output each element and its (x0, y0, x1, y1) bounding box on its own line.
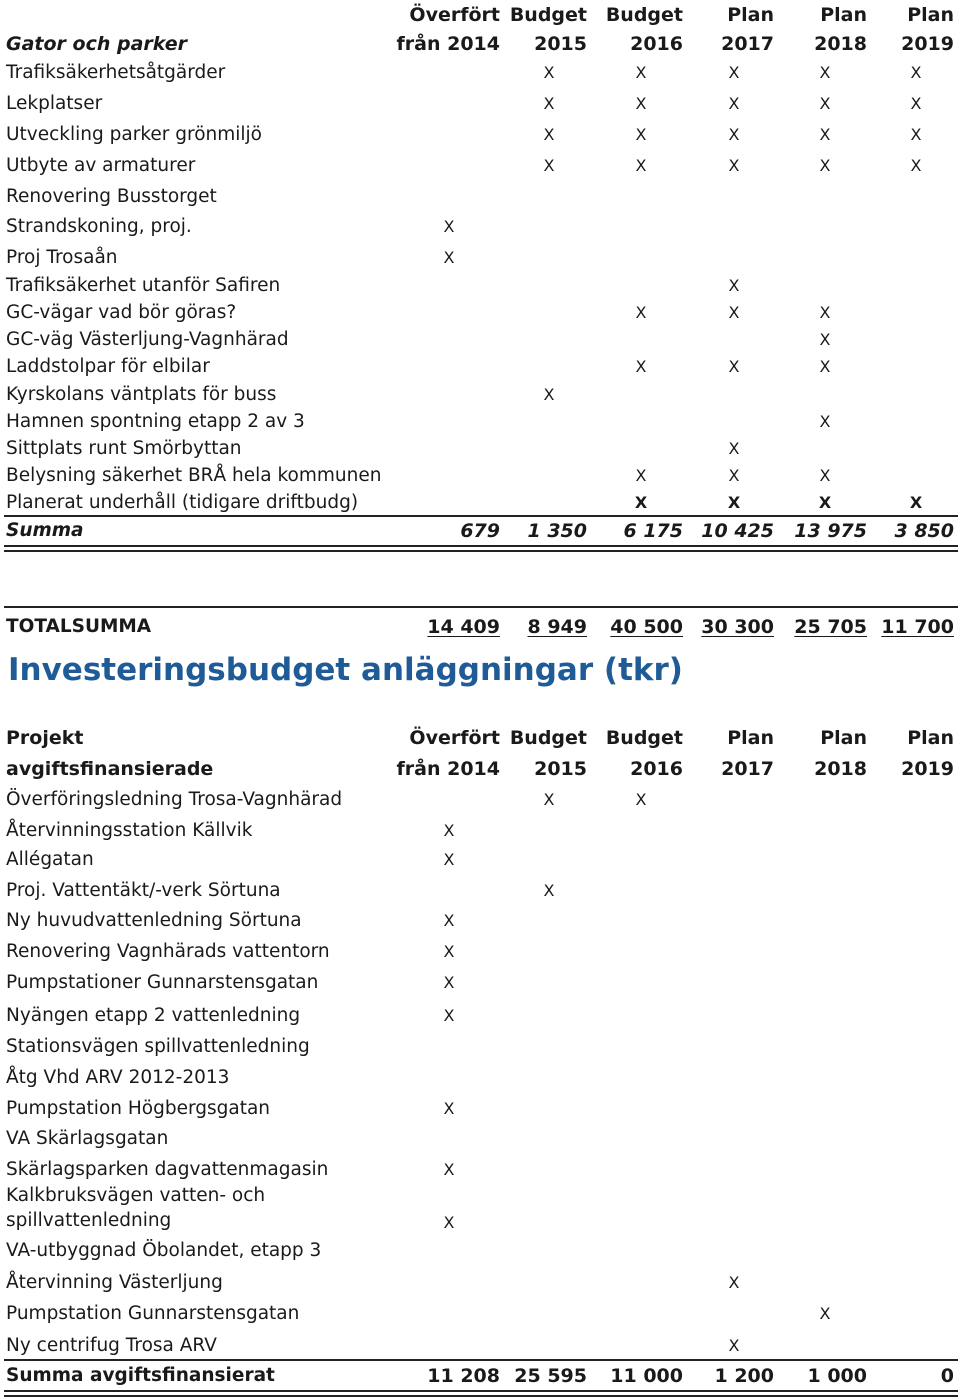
x-mark: X (543, 156, 555, 175)
x-mark: X (635, 94, 647, 113)
row-name: Belysning säkerhet BRÅ hela kommunen (6, 465, 382, 486)
col-header: 2016 (630, 33, 683, 55)
x-mark: X (728, 156, 740, 175)
table-row (0, 1063, 960, 1093)
summa-value: 11 208 (427, 1365, 500, 1387)
x-mark: X (443, 217, 455, 236)
row-name: Sittplats runt Smörbyttan (6, 438, 242, 459)
summa-value: 25 595 (514, 1365, 587, 1387)
summa-value: 0 (940, 1365, 954, 1387)
table-row (0, 271, 960, 301)
row-name: Planerat underhåll (tidigare driftbudg) (6, 492, 359, 513)
totalsumma-value: 30 300 (701, 616, 774, 638)
row-name: Pumpstation Gunnarstensgatan (6, 1303, 300, 1324)
x-mark: X (443, 821, 455, 840)
gator-header-top (0, 0, 960, 30)
col-header: 2017 (721, 758, 774, 780)
x-mark: X (635, 303, 647, 322)
x-mark: X (728, 357, 740, 376)
x-mark: X (543, 881, 555, 900)
table-row (0, 182, 960, 212)
table-row (0, 212, 960, 242)
x-mark: X (910, 125, 922, 144)
x-mark: X (728, 1273, 740, 1292)
x-mark: X (443, 1213, 455, 1232)
col-header: Plan (907, 4, 954, 26)
table-row (0, 298, 960, 328)
x-mark: X (635, 466, 647, 485)
row-name: Renovering Vagnhärads vattentorn (6, 941, 330, 962)
row-name: Trafiksäkerhetsåtgärder (6, 62, 226, 83)
summa-value: 1 350 (527, 520, 587, 542)
row-name: Återvinningsstation Källvik (6, 820, 253, 841)
row-name: Kyrskolans väntplats för buss (6, 384, 277, 405)
table-row (0, 785, 960, 815)
row-name: Överföringsledning Trosa-Vagnhärad (6, 789, 343, 810)
row-name: Proj Trosaån (6, 247, 118, 268)
gator-header-bottom (0, 29, 960, 59)
totalsumma-row (0, 612, 960, 642)
col-header: Plan (820, 4, 867, 26)
x-mark: X (635, 63, 647, 82)
table-row (0, 488, 960, 518)
table-row (0, 937, 960, 967)
x-mark: X (443, 1099, 455, 1118)
x-mark: X (818, 493, 832, 512)
row-name: Åtg Vhd ARV 2012-2013 (6, 1067, 230, 1088)
col-header: Budget (509, 4, 587, 26)
row-name: Allégatan (6, 849, 94, 870)
x-mark: X (910, 94, 922, 113)
table-row (0, 906, 960, 936)
col-header: 2019 (901, 33, 954, 55)
table-row (0, 1155, 960, 1185)
x-mark: X (910, 156, 922, 175)
totalsumma-value: 25 705 (794, 616, 867, 638)
section-heading: Gator och parker (6, 33, 188, 55)
col-header: 2016 (630, 758, 683, 780)
x-mark: X (443, 911, 455, 930)
x-mark: X (635, 156, 647, 175)
totalsumma-value: 11 700 (881, 616, 954, 638)
gator-summa-row (0, 516, 960, 546)
x-mark: X (819, 156, 831, 175)
table-row (0, 434, 960, 464)
table-row (0, 461, 960, 491)
summa-value: 3 850 (894, 520, 954, 542)
row-name: Nyängen etapp 2 vattenledning (6, 1005, 301, 1026)
summa-value: 1 200 (714, 1365, 774, 1387)
x-mark: X (635, 790, 647, 809)
table-row (0, 1236, 960, 1266)
row-name-line2: spillvattenledning (6, 1210, 172, 1231)
totalsumma-value: 40 500 (610, 616, 683, 638)
summa-value: 11 000 (610, 1365, 683, 1387)
x-mark: X (443, 942, 455, 961)
table-row (0, 845, 960, 875)
avgift-summa-row (0, 1361, 960, 1391)
summa-double-rule (4, 545, 958, 552)
col-header: från 2014 (396, 33, 500, 55)
row-name: Pumpstation Högbergsgatan (6, 1098, 271, 1119)
row-name: Renovering Busstorget (6, 186, 217, 207)
x-mark: X (543, 63, 555, 82)
totalsumma-value: 8 949 (527, 616, 587, 638)
x-mark: X (635, 125, 647, 144)
x-mark: X (819, 357, 831, 376)
row-name: GC-väg Västerljung-Vagnhärad (6, 329, 289, 350)
row-name: Trafiksäkerhet utanför Safiren (6, 275, 281, 296)
row-name: Lekplatser (6, 93, 103, 114)
x-mark: X (728, 303, 740, 322)
summa-value: 6 175 (623, 520, 683, 542)
section-heading: avgiftsfinansierade (6, 758, 214, 780)
table-row (0, 876, 960, 906)
col-header-projekt: Projekt (6, 727, 84, 749)
x-mark: X (635, 357, 647, 376)
col-header: Budget (605, 4, 683, 26)
x-mark: X (443, 1006, 455, 1025)
totalsumma-rule (4, 606, 958, 608)
avgift-header-bottom (0, 754, 960, 784)
table-row (0, 352, 960, 382)
x-mark: X (634, 493, 648, 512)
x-mark: X (728, 1336, 740, 1355)
col-header: 2015 (534, 33, 587, 55)
x-mark: X (443, 248, 455, 267)
table-row (0, 58, 960, 88)
x-mark: X (443, 1160, 455, 1179)
row-name: Strandskoning, proj. (6, 216, 192, 237)
row-name: Återvinning Västerljung (6, 1272, 223, 1293)
avgift-summa-double-rule (4, 1390, 958, 1397)
totalsumma-value: 14 409 (427, 616, 500, 638)
col-header: från 2014 (396, 758, 500, 780)
table-row (0, 1094, 960, 1124)
table-row (0, 816, 960, 846)
x-mark: X (728, 276, 740, 295)
col-header: 2015 (534, 758, 587, 780)
x-mark: X (728, 125, 740, 144)
row-name: Skärlagsparken dagvattenmagasin (6, 1159, 329, 1180)
col-header: Plan (727, 4, 774, 26)
x-mark: X (819, 303, 831, 322)
x-mark: X (543, 94, 555, 113)
row-name: VA Skärlagsgatan (6, 1128, 169, 1149)
kalkbruksvagen-marks (0, 1208, 960, 1238)
row-name: Proj. Vattentäkt/-verk Sörtuna (6, 880, 281, 901)
summa-value: 1 000 (807, 1365, 867, 1387)
row-name: GC-vägar vad bör göras? (6, 302, 237, 323)
table-row (0, 968, 960, 998)
x-mark: X (728, 466, 740, 485)
row-name: Pumpstationer Gunnarstensgatan (6, 972, 319, 993)
row-name: Laddstolpar för elbilar (6, 356, 210, 377)
x-mark: X (543, 790, 555, 809)
x-mark: X (728, 439, 740, 458)
table-row (0, 1331, 960, 1361)
x-mark: X (727, 493, 741, 512)
row-name: Hamnen spontning etapp 2 av 3 (6, 411, 305, 432)
col-header: Plan (907, 727, 954, 749)
row-name: Stationsvägen spillvattenledning (6, 1036, 310, 1057)
summa-value: 13 975 (794, 520, 867, 542)
table-row (0, 1124, 960, 1154)
summa-label: Summa (6, 520, 84, 541)
x-mark: X (819, 330, 831, 349)
col-header: 2018 (814, 33, 867, 55)
row-name: Ny huvudvattenledning Sörtuna (6, 910, 302, 931)
x-mark: X (728, 94, 740, 113)
x-mark: X (819, 125, 831, 144)
table-row (0, 380, 960, 410)
col-header: Plan (820, 727, 867, 749)
x-mark: X (819, 466, 831, 485)
row-name-line1: Kalkbruksvägen vatten- och (6, 1185, 266, 1206)
row-name: Utveckling parker grönmiljö (6, 124, 262, 145)
table-row (0, 1001, 960, 1031)
table-row (0, 1032, 960, 1062)
col-header: 2019 (901, 758, 954, 780)
table-row (0, 243, 960, 273)
x-mark: X (819, 412, 831, 431)
x-mark: X (819, 94, 831, 113)
x-mark: X (819, 63, 831, 82)
col-header: Budget (605, 727, 683, 749)
totalsumma-label: TOTALSUMMA (6, 616, 152, 637)
page-title: Investeringsbudget anläggningar (tkr) (8, 652, 683, 688)
x-mark: X (909, 493, 923, 512)
col-header: Plan (727, 727, 774, 749)
summa-value: 10 425 (701, 520, 774, 542)
x-mark: X (443, 850, 455, 869)
col-header: Överfört (409, 727, 500, 749)
x-mark: X (728, 63, 740, 82)
col-header: Överfört (409, 4, 500, 26)
row-name: VA-utbyggnad Öbolandet, etapp 3 (6, 1240, 322, 1261)
x-mark: X (819, 1304, 831, 1323)
table-row (0, 1268, 960, 1298)
x-mark: X (543, 385, 555, 404)
summa-label: Summa avgiftsfinansierat (6, 1365, 275, 1386)
col-header: 2017 (721, 33, 774, 55)
avgift-header-top (0, 723, 960, 753)
summa-value: 679 (460, 520, 500, 542)
x-mark: X (910, 63, 922, 82)
table-row (0, 120, 960, 150)
row-name: Utbyte av armaturer (6, 155, 196, 176)
x-mark: X (443, 973, 455, 992)
col-header: 2018 (814, 758, 867, 780)
table-row (0, 325, 960, 355)
col-header: Budget (509, 727, 587, 749)
x-mark: X (543, 125, 555, 144)
table-row (0, 151, 960, 181)
table-row (0, 89, 960, 119)
table-row (0, 407, 960, 437)
row-name: Ny centrifug Trosa ARV (6, 1335, 217, 1356)
table-row (0, 1299, 960, 1329)
